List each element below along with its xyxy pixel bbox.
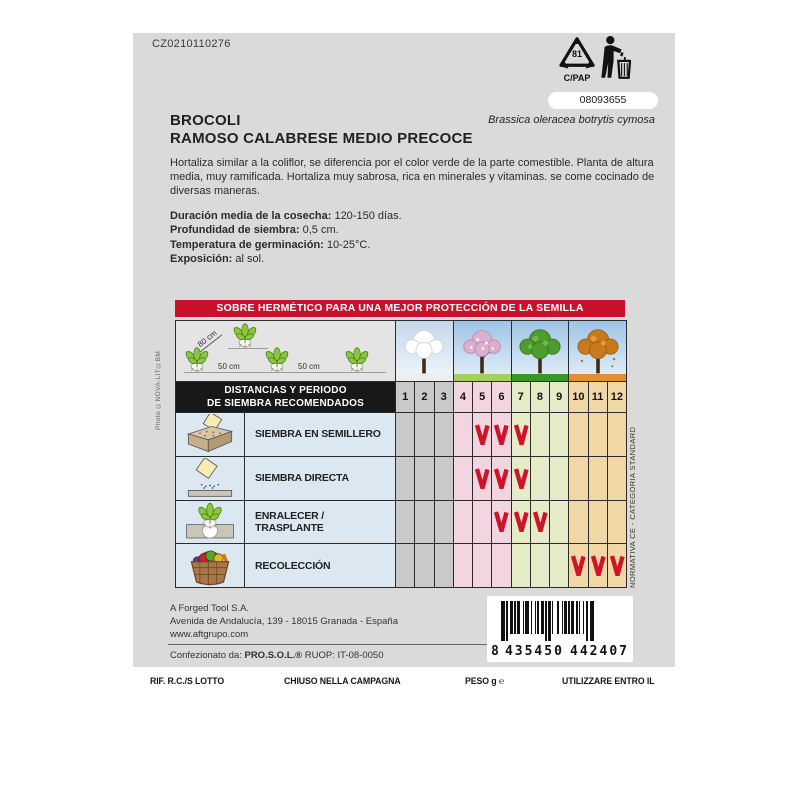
variety-name: RAMOSO CALABRESE MEDIO PRECOCE bbox=[170, 130, 473, 147]
calendar-cell-m6 bbox=[492, 544, 510, 587]
calendar-cell-m4 bbox=[454, 413, 472, 456]
seed-packet-icon bbox=[176, 457, 244, 500]
sowing-calendar bbox=[175, 320, 627, 588]
spec-temperature: Temperatura de germinación: 10-25°C. bbox=[170, 238, 371, 251]
calendar-cell-m4 bbox=[454, 501, 472, 544]
calendar-cell-m5 bbox=[473, 413, 491, 456]
calendar-cell-m12 bbox=[608, 457, 626, 500]
calendar-cell-m8 bbox=[531, 413, 549, 456]
calendar-cell-m10 bbox=[569, 501, 587, 544]
month-head-11: 11 bbox=[589, 382, 607, 412]
month-head-1: 1 bbox=[396, 382, 414, 412]
check-icon bbox=[513, 468, 529, 489]
spec-list bbox=[170, 209, 402, 266]
check-icon bbox=[474, 424, 490, 445]
plant-icon bbox=[182, 347, 212, 373]
row-label-trasplante: ENRALECER / TRASPLANTE bbox=[245, 501, 395, 544]
check-icon bbox=[493, 424, 509, 445]
barcode-digits: 8 435450 442407 bbox=[491, 644, 629, 659]
month-head-5: 5 bbox=[473, 382, 491, 412]
calendar-cell-m6 bbox=[492, 501, 510, 544]
red-banner: SOBRE HERMÉTICO PARA UNA MEJOR PROTECCIÓN DE LA SEMILLA bbox=[175, 300, 625, 317]
calendar-cell-m7 bbox=[512, 544, 530, 587]
recycling-material: C/PAP bbox=[563, 73, 591, 83]
month-head-12: 12 bbox=[608, 382, 626, 412]
autumn-tree-icon bbox=[573, 327, 623, 377]
spec-depth: Profundidad de siembra: 0,5 cm. bbox=[170, 224, 339, 237]
harvest-basket-icon bbox=[176, 544, 244, 587]
calendar-cell-m11 bbox=[589, 413, 607, 456]
calendar-cell-m5 bbox=[473, 457, 491, 500]
distance-50cm-label: 50 cm bbox=[298, 362, 320, 371]
plant-icon bbox=[230, 323, 260, 349]
plant-icon bbox=[342, 347, 372, 373]
month-head-4: 4 bbox=[454, 382, 472, 412]
check-icon bbox=[513, 424, 529, 445]
calendar-cell-m3 bbox=[435, 413, 453, 456]
summer-tree-icon bbox=[515, 327, 565, 377]
calendar-cell-m7 bbox=[512, 413, 530, 456]
plant-icon bbox=[262, 347, 292, 373]
month-head-9: 9 bbox=[550, 382, 568, 412]
check-icon bbox=[532, 511, 548, 532]
distance-80cm-label: 80 cm bbox=[194, 327, 223, 353]
month-head-2: 2 bbox=[415, 382, 433, 412]
summer-tree-cell bbox=[512, 321, 569, 381]
batch-number-pill: 08093655 bbox=[548, 92, 658, 109]
calendar-cell-m8 bbox=[531, 544, 549, 587]
month-head-3: 3 bbox=[435, 382, 453, 412]
footer-campaign-label: CHIUSO NELLA CAMPAGNA bbox=[284, 676, 402, 687]
calendar-cell-m3 bbox=[435, 501, 453, 544]
company-name: A Forged Tool S.A. bbox=[170, 603, 250, 614]
spec-exposure: Exposición: al sol. bbox=[170, 252, 265, 265]
calendar-cell-m3 bbox=[435, 457, 453, 500]
spring-tree-icon bbox=[457, 327, 507, 377]
calendar-cell-m5 bbox=[473, 544, 491, 587]
calendar-cell-m1 bbox=[396, 413, 414, 456]
divider-line bbox=[168, 644, 493, 645]
month-head-10: 10 bbox=[569, 382, 587, 412]
calendar-cell-m7 bbox=[512, 501, 530, 544]
calendar-cell-m12 bbox=[608, 413, 626, 456]
winter-tree-cell bbox=[396, 321, 453, 381]
calendar-header-line2: DE SIEMBRA RECOMENDADOS bbox=[206, 398, 365, 409]
calendar-cell-m9 bbox=[550, 501, 568, 544]
product-name: BROCOLI bbox=[170, 112, 241, 129]
calendar-cell-m1 bbox=[396, 544, 414, 587]
footer-lot-label: RIF. R.C./S LOTTO bbox=[150, 676, 225, 687]
ce-standard-note: NORMATIVA CE - CATEGORIA STANDARD bbox=[628, 426, 637, 588]
description: Hortaliza similar a la coliflor, se diferencia por el color verde de la parte comestible. Planta de altura media, muy ramificada. Hortaliza muy sabrosa, rica en minerales y vitaminas. se come cocinado de diversas maneras. bbox=[170, 157, 655, 197]
check-icon bbox=[493, 511, 509, 532]
calendar-cell-m4 bbox=[454, 544, 472, 587]
calendar-cell-m2 bbox=[415, 544, 433, 587]
seed-tray-icon bbox=[176, 413, 244, 456]
row-label-recoleccion: RECOLECCIÓN bbox=[245, 544, 395, 587]
calendar-cell-m4 bbox=[454, 457, 472, 500]
calendar-cell-m11 bbox=[589, 457, 607, 500]
calendar-cell-m2 bbox=[415, 457, 433, 500]
calendar-cell-m1 bbox=[396, 457, 414, 500]
calendar-cell-m6 bbox=[492, 457, 510, 500]
packager-line: Confezionato da: PRO.S.O.L.® RUOP: IT-08-0050 bbox=[170, 650, 384, 661]
calendar-cell-m2 bbox=[415, 501, 433, 544]
calendar-cell-m3 bbox=[435, 544, 453, 587]
calendar-cell-m1 bbox=[396, 501, 414, 544]
calendar-cell-m9 bbox=[550, 413, 568, 456]
check-icon bbox=[570, 555, 586, 576]
latin-name: Brassica oleracea botrytis cymosa bbox=[488, 114, 655, 126]
autumn-tree-cell bbox=[569, 321, 626, 381]
calendar-cell-m10 bbox=[569, 457, 587, 500]
calendar-cell-m11 bbox=[589, 544, 607, 587]
spec-harvest: Duración media de la cosecha: 120-150 días. bbox=[170, 210, 402, 222]
company-website: www.aftgrupo.com bbox=[170, 628, 249, 640]
calendar-cell-m12 bbox=[608, 501, 626, 544]
calendar-header-line1: DISTANCIAS Y PERIODO bbox=[224, 385, 347, 396]
lot-code: CZ0210110276 bbox=[152, 38, 231, 50]
distance-50cm-label: 50 cm bbox=[218, 362, 240, 371]
calendar-cell-m11 bbox=[589, 501, 607, 544]
spring-tree-cell bbox=[454, 321, 511, 381]
footer-row bbox=[150, 676, 662, 687]
calendar-cell-m10 bbox=[569, 544, 587, 587]
company-block bbox=[170, 603, 398, 641]
barcode bbox=[487, 596, 633, 662]
calendar-cell-m2 bbox=[415, 413, 433, 456]
row-label-directa: SIEMBRA DIRECTA bbox=[245, 457, 395, 500]
check-icon bbox=[513, 511, 529, 532]
check-icon bbox=[474, 468, 490, 489]
tidy-man-icon bbox=[599, 34, 631, 82]
transplant-icon bbox=[176, 501, 244, 544]
check-icon bbox=[609, 555, 625, 576]
barcode-bars bbox=[501, 601, 594, 641]
footer-use-by-label: UTILIZZARE ENTRO IL bbox=[561, 676, 654, 687]
month-head-6: 6 bbox=[492, 382, 510, 412]
calendar-cell-m7 bbox=[512, 457, 530, 500]
calendar-cell-m8 bbox=[531, 457, 549, 500]
calendar-cell-m10 bbox=[569, 413, 587, 456]
calendar-header bbox=[176, 382, 395, 412]
check-icon bbox=[590, 555, 606, 576]
calendar-cell-m6 bbox=[492, 413, 510, 456]
calendar-cell-m9 bbox=[550, 457, 568, 500]
row-label-semillero: SIEMBRA EN SEMILLERO bbox=[245, 413, 395, 456]
calendar-cell-m5 bbox=[473, 501, 491, 544]
calendar-cell-m9 bbox=[550, 544, 568, 587]
company-address: Avenida de Andalucía, 139 - 18015 Granada - España bbox=[170, 615, 398, 627]
month-head-7: 7 bbox=[512, 382, 530, 412]
calendar-cell-m8 bbox=[531, 501, 549, 544]
month-head-8: 8 bbox=[531, 382, 549, 412]
footer-weight-label: PESO g ℮ bbox=[465, 676, 505, 687]
check-icon bbox=[493, 468, 509, 489]
photo-credit: Photo ©NOVA-LIT©BM bbox=[155, 350, 162, 430]
winter-tree-icon bbox=[399, 327, 449, 377]
spacing-diagram bbox=[176, 321, 395, 381]
calendar-cell-m12 bbox=[608, 544, 626, 587]
recycling-block bbox=[556, 36, 598, 83]
recycling-number: 81 bbox=[571, 49, 582, 59]
